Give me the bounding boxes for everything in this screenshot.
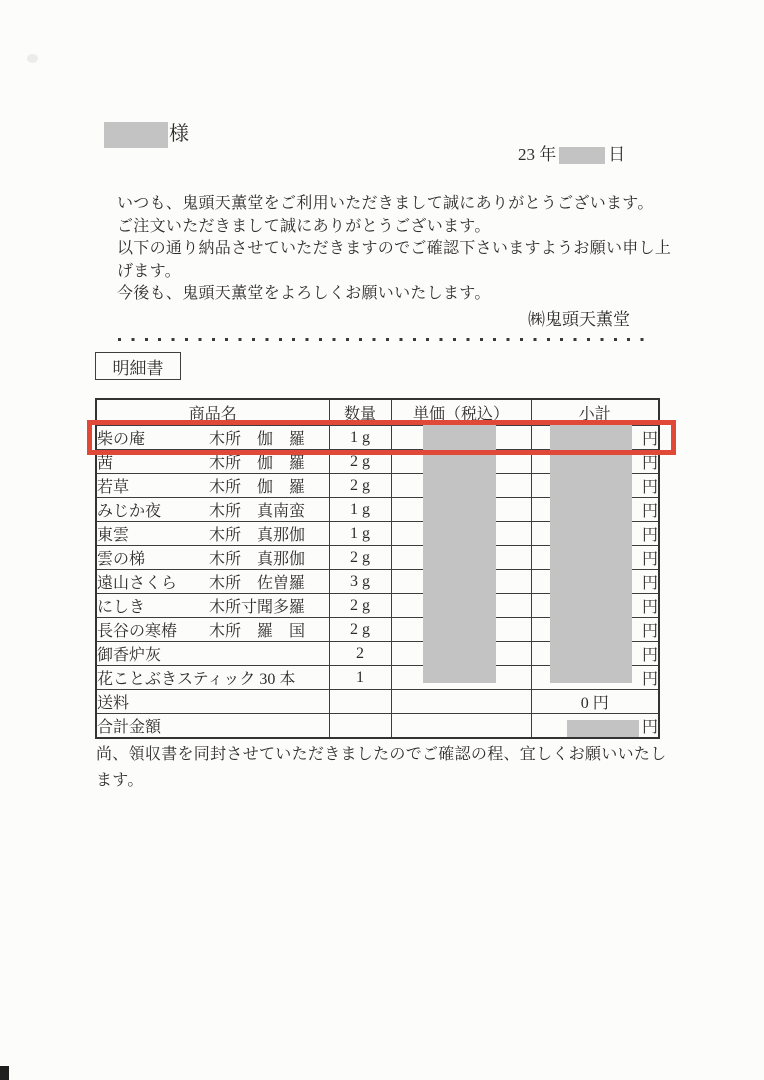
currency-suffix: 円 bbox=[641, 503, 658, 520]
currency-suffix: 円 bbox=[641, 575, 658, 592]
currency-suffix: 円 bbox=[641, 647, 658, 664]
subtotal-column-redaction bbox=[550, 425, 632, 683]
footer-line: ます。 bbox=[96, 772, 144, 789]
greeting-paragraph bbox=[117, 193, 672, 306]
product-name: 若草 bbox=[97, 479, 130, 496]
recipient-honorific: 様 bbox=[169, 123, 189, 145]
product-cell bbox=[96, 546, 329, 570]
quantity-cell: 1 bbox=[329, 666, 391, 690]
total-unit-price-cell bbox=[391, 714, 531, 739]
shipping-label: 送料 bbox=[96, 690, 329, 714]
unit-price-column-redaction bbox=[423, 425, 496, 683]
product-name: 茜 bbox=[97, 455, 114, 472]
total-subtotal-cell bbox=[531, 714, 659, 739]
total-amount-redaction bbox=[567, 720, 639, 737]
total-quantity-cell bbox=[329, 714, 391, 739]
currency-suffix: 円 bbox=[641, 551, 658, 568]
total-row bbox=[96, 714, 659, 739]
greeting-line: 以下の通り納品させていただきますのでご確認下さいますようお願い申し上 bbox=[117, 240, 672, 257]
shipping-row bbox=[96, 690, 659, 714]
total-label: 合計金額 bbox=[96, 714, 329, 739]
recipient-name-redaction bbox=[104, 122, 168, 148]
quantity-cell: 2 g bbox=[329, 474, 391, 498]
quantity-cell: 1 g bbox=[329, 498, 391, 522]
product-cell bbox=[96, 522, 329, 546]
quantity-cell: 3 g bbox=[329, 570, 391, 594]
shipping-unit-price-cell bbox=[391, 690, 531, 714]
product-name: 柴の庵 bbox=[97, 431, 146, 448]
product-cell bbox=[96, 618, 329, 642]
product-cell bbox=[96, 666, 329, 690]
product-wood: 木所 真那伽 bbox=[209, 551, 306, 568]
quantity-cell: 1 g bbox=[329, 426, 391, 450]
greeting-line: げます。 bbox=[117, 262, 181, 280]
product-cell bbox=[96, 642, 329, 666]
product-name: 花ことぶきスティック 30 本 bbox=[97, 671, 296, 688]
product-wood: 木所 真那伽 bbox=[209, 527, 306, 544]
product-wood: 木所寸聞多羅 bbox=[209, 599, 306, 616]
product-wood: 木所 真南蛮 bbox=[209, 503, 306, 520]
product-name: 雲の梯 bbox=[97, 551, 146, 568]
product-cell bbox=[96, 498, 329, 522]
shipping-quantity-cell bbox=[329, 690, 391, 714]
col-header-quantity: 数量 bbox=[329, 399, 391, 426]
currency-suffix: 円 bbox=[641, 671, 658, 688]
date-day-redaction bbox=[559, 147, 605, 164]
currency-suffix: 円 bbox=[641, 623, 658, 640]
product-name: 長谷の寒椿 bbox=[97, 623, 178, 640]
quantity-cell: 1 g bbox=[329, 522, 391, 546]
currency-suffix: 円 bbox=[641, 431, 658, 448]
highlight-box bbox=[87, 420, 676, 455]
product-name: にしき bbox=[97, 599, 146, 616]
footer-note bbox=[96, 742, 667, 794]
currency-suffix: 円 bbox=[641, 527, 658, 544]
shipping-subtotal: 0 円 bbox=[531, 690, 659, 714]
product-name: 御香炉灰 bbox=[97, 647, 162, 664]
scan-smudge bbox=[27, 54, 38, 63]
product-name: みじか夜 bbox=[97, 503, 162, 520]
currency-suffix: 円 bbox=[641, 455, 658, 472]
product-cell bbox=[96, 570, 329, 594]
dotted-separator bbox=[118, 338, 654, 341]
product-wood: 木所 佐曽羅 bbox=[209, 575, 306, 592]
currency-suffix: 円 bbox=[641, 599, 658, 616]
product-wood: 木所 羅 国 bbox=[209, 623, 306, 640]
product-wood: 木所 伽 羅 bbox=[209, 431, 306, 448]
sender-company: ㈱鬼頭天薫堂 bbox=[528, 310, 630, 329]
product-wood: 木所 伽 羅 bbox=[209, 479, 306, 496]
product-cell bbox=[96, 474, 329, 498]
quantity-cell: 2 g bbox=[329, 618, 391, 642]
greeting-line: 今後も、鬼頭天薫堂をよろしくお願いいたします。 bbox=[117, 285, 491, 302]
total-currency-suffix: 円 bbox=[641, 719, 658, 736]
statement-label: 明細書 bbox=[95, 352, 181, 380]
product-name: 東雲 bbox=[97, 527, 130, 544]
product-cell bbox=[96, 594, 329, 618]
col-header-subtotal: 小計 bbox=[531, 399, 659, 426]
greeting-line: いつも、鬼頭天薫堂をご利用いただきまして誠にありがとうございます。 bbox=[117, 195, 654, 212]
greeting-line: ご注文いただきまして誠にありがとうございます。 bbox=[117, 217, 491, 235]
footer-line: 尚、領収書を同封させていただきましたのでご確認の程、宜しくお願いいたし bbox=[96, 746, 667, 763]
quantity-cell: 2 bbox=[329, 642, 391, 666]
product-wood: 木所 伽 羅 bbox=[209, 455, 306, 472]
product-name: 遠山さくら bbox=[97, 575, 178, 592]
scan-corner-artifact bbox=[0, 1066, 9, 1080]
date-day-suffix: 日 bbox=[608, 145, 626, 164]
col-header-unit-price: 単価（税込） bbox=[391, 399, 531, 426]
date-year-prefix: 23 年 bbox=[518, 145, 557, 164]
date-line bbox=[518, 144, 625, 166]
quantity-cell: 2 g bbox=[329, 594, 391, 618]
col-header-product: 商品名 bbox=[96, 399, 329, 426]
quantity-cell: 2 g bbox=[329, 546, 391, 570]
currency-suffix: 円 bbox=[641, 479, 658, 496]
quantity-cell: 2 g bbox=[329, 450, 391, 474]
